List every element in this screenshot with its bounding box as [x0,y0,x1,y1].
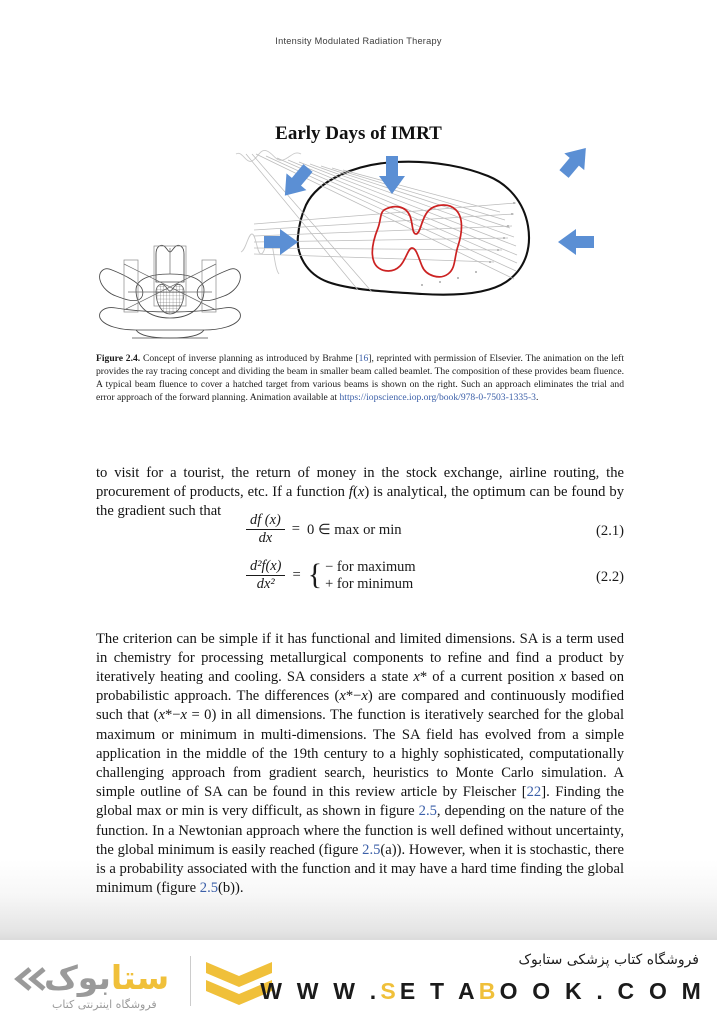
par2-ref-22[interactable]: 22 [526,784,542,801]
equation-2-2-case-1: − for maximum [325,559,416,576]
par2-figref-2-5-a[interactable]: 2.5 [418,803,437,820]
par2-seg-7: = 0) in all dimensions. The function is iteratively searched for the global maximum or minimum in multi-dimensions. The SA field has evolved from a simple application in the middle of the 19th century to a highly sophisticated, computationally challenging approach from gradient search, heuristics to Monte Carlo simulation. A simple outline of SA can be found in this review article by Fleischer [ [96,707,624,801]
running-head: Intensity Modulated Radiation Therapy [275,36,442,46]
footer-banner [0,940,717,1023]
par2-it-5: x [158,707,165,724]
equation-2-2-denominator: dx² [256,576,275,593]
par2-it-2: x [559,669,567,685]
double-chevron-icon [14,966,48,992]
equation-2-1-body [246,513,402,546]
equation-2-1-number: (2.1) [596,523,624,539]
par2-it-6: x [180,707,187,724]
par1-seg-c: ) is analytical, the optimum can be found by the gradient such that [96,483,624,519]
logo-wordmark-gray: بوک [44,958,111,997]
logo-divider [190,956,191,1006]
equation-2-1-relation: = [291,521,300,538]
par2-seg-4: *− [345,688,362,705]
brand-persian-text: فروشگاه کتاب پزشکی ستابوک [518,952,699,968]
equation-2-1-denominator: dx [258,530,273,547]
brand-website-url[interactable] [260,978,705,1005]
brand-url-b: B [478,978,500,1004]
par2-seg-1: The criterion can be simple if it has functional and limited dimensions. SA is a term used in chemistry for processing metallurgical components to refine and find a product by iteratively heating and cooling. SA considers a state [96,630,624,685]
par2-seg-6: *− [164,707,181,724]
par2-seg-11: (b)). [218,880,244,897]
equation-2-1-rhs: 0 ∈ max or min [307,521,402,538]
par2-it-4: x [361,688,368,705]
equation-2-2-relation: = [292,567,301,584]
logo-tagline: فروشگاه اینترنتی کتاب [52,998,157,1011]
par1-italic-f: f [348,483,353,500]
equation-2-2-fraction [246,559,285,592]
par2-figref-2-5-b[interactable]: 2.5 [362,841,381,858]
brand-url-eta: E T A [399,978,479,1004]
par2-seg-8: ]. Finding the global max or min is very difficult, as shown in figure [96,784,624,820]
par2-seg-10: (a)). However, when it is stochastic, there is a probability associated with the function and it may have a hard time finding the global minimum (figure [96,841,624,897]
equation-2-2 [96,559,624,603]
equation-2-2-cases [325,559,415,592]
body-paragraph-2 [96,630,624,899]
equation-2-1-fraction [246,513,285,546]
figure-caption-label: Figure 2.4. [96,353,141,364]
par2-seg-5: ) are compared and continuously modified such that ( [96,688,625,724]
par2-it-3: x [339,688,346,705]
hatched-target-region [156,284,184,314]
figure-caption [96,352,624,404]
figure-2-4-image [96,142,624,347]
figure-caption-url-link[interactable]: https://iopscience.iop.org/book/978-0-7503-1335-3 [339,392,536,404]
par1-seg-a: to visit for a tourist, the return of money in the stock exchange, airline routing, the procurement of products, etc. If a function [96,464,624,500]
equation-2-2-case-2: + for minimum [325,575,414,592]
par2-seg-9: , depending on the nature of the function. In a Newtonian approach where the function is well defined without uncertainty, the global minimum is easily reached (figure [96,803,625,858]
equation-2-2-brace: { [307,558,323,592]
figure-caption-period: . [535,392,539,404]
brand-url-s: S [380,978,400,1004]
target-volume-outline [372,205,461,277]
figure-caption-ref-16[interactable]: 16 [358,353,369,364]
equation-2-1-numerator: df (x) [246,513,285,530]
logo-wordmark-gold: ستا [110,958,170,997]
equation-2-2-body [246,559,416,592]
equation-2-2-number: (2.2) [596,569,624,585]
inverse-planning-diagram [96,142,624,347]
logo-wordmark [44,958,169,997]
equation-2-1 [96,513,624,557]
brand-url-www: W W W . [260,978,381,1004]
brand-url-ook: O O K . C O M [499,978,705,1004]
figure-caption-text-1: Concept of inverse planning as introduced by Brahme [ [140,353,359,364]
footer-brand-area[interactable] [260,940,717,1023]
par1-seg-b: ( [352,483,358,500]
par2-seg-2: * of a current position [419,669,560,685]
par2-seg-3: based on probabilistic approach. The differences ( [96,669,625,705]
equation-2-2-numerator: d²f(x) [246,559,285,576]
par2-it-1: x [413,669,420,685]
par2-figref-2-5-c[interactable]: 2.5 [199,880,219,897]
figure-caption-text-2: ], reprinted with permission of Elsevier. The animation on the left provides the ray tracing concept and dividing the beam in smaller beam called beamlet. The composition of these provides beam fluence. A typical beam fluence to cover a hatched target from various beams is shown on the right. Such an approach eliminates the trial and error approach of the forward planning. Animation available at [96,353,624,404]
page-title: Early Days of IMRT [275,122,442,144]
par1-italic-x: x [357,483,365,500]
